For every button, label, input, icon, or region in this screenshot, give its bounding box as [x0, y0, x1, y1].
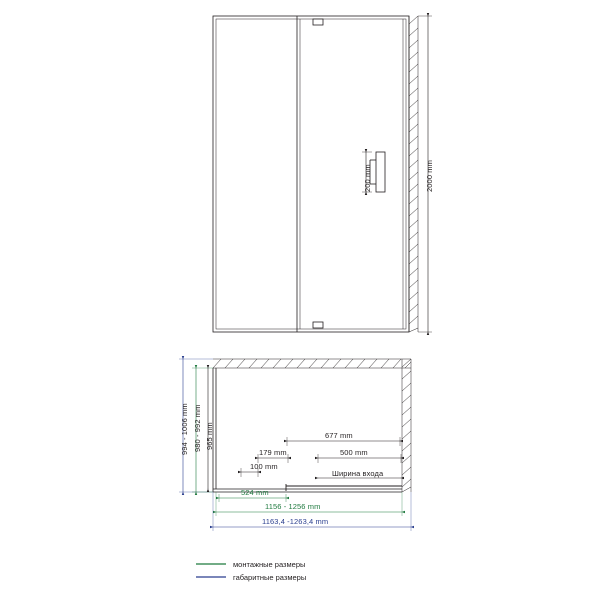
legend-label-outer: габаритные размеры [233, 573, 307, 582]
label-left-inner: 965 mm [205, 422, 214, 450]
door-fittings [313, 19, 323, 328]
label-total-height: 2000 mm [425, 160, 434, 192]
label-overall-mounting: 1156 - 1256 mm [265, 502, 321, 511]
label-entry-width: Ширина входа [332, 469, 384, 478]
door-handle [370, 152, 385, 192]
label-handle-height: 200 mm [363, 164, 372, 192]
legend-label-mounting: монтажные размеры [233, 560, 306, 569]
plan-door-leaf [286, 484, 402, 491]
label-100: 100 mm [250, 462, 278, 471]
label-left-mid: 980 - 992 mm [193, 404, 202, 452]
wall-hatch-plan-top [213, 359, 411, 368]
label-677: 677 mm [325, 431, 353, 440]
wall-hatch-elevation [409, 16, 418, 332]
legend-item-mounting [233, 560, 305, 569]
label-overall-outer: 1163,4 -1263,4 mm [262, 517, 329, 526]
label-500: 500 mm [340, 448, 368, 457]
front-elevation-view [213, 16, 409, 332]
label-179: 179 mm [259, 448, 287, 457]
legend-lines [196, 564, 226, 577]
label-524: 524 mm [241, 488, 269, 497]
label-left-outer: 994 - 1006 mm [180, 403, 189, 455]
legend-item-outer [233, 573, 306, 582]
wall-hatch-plan-right [402, 359, 411, 492]
